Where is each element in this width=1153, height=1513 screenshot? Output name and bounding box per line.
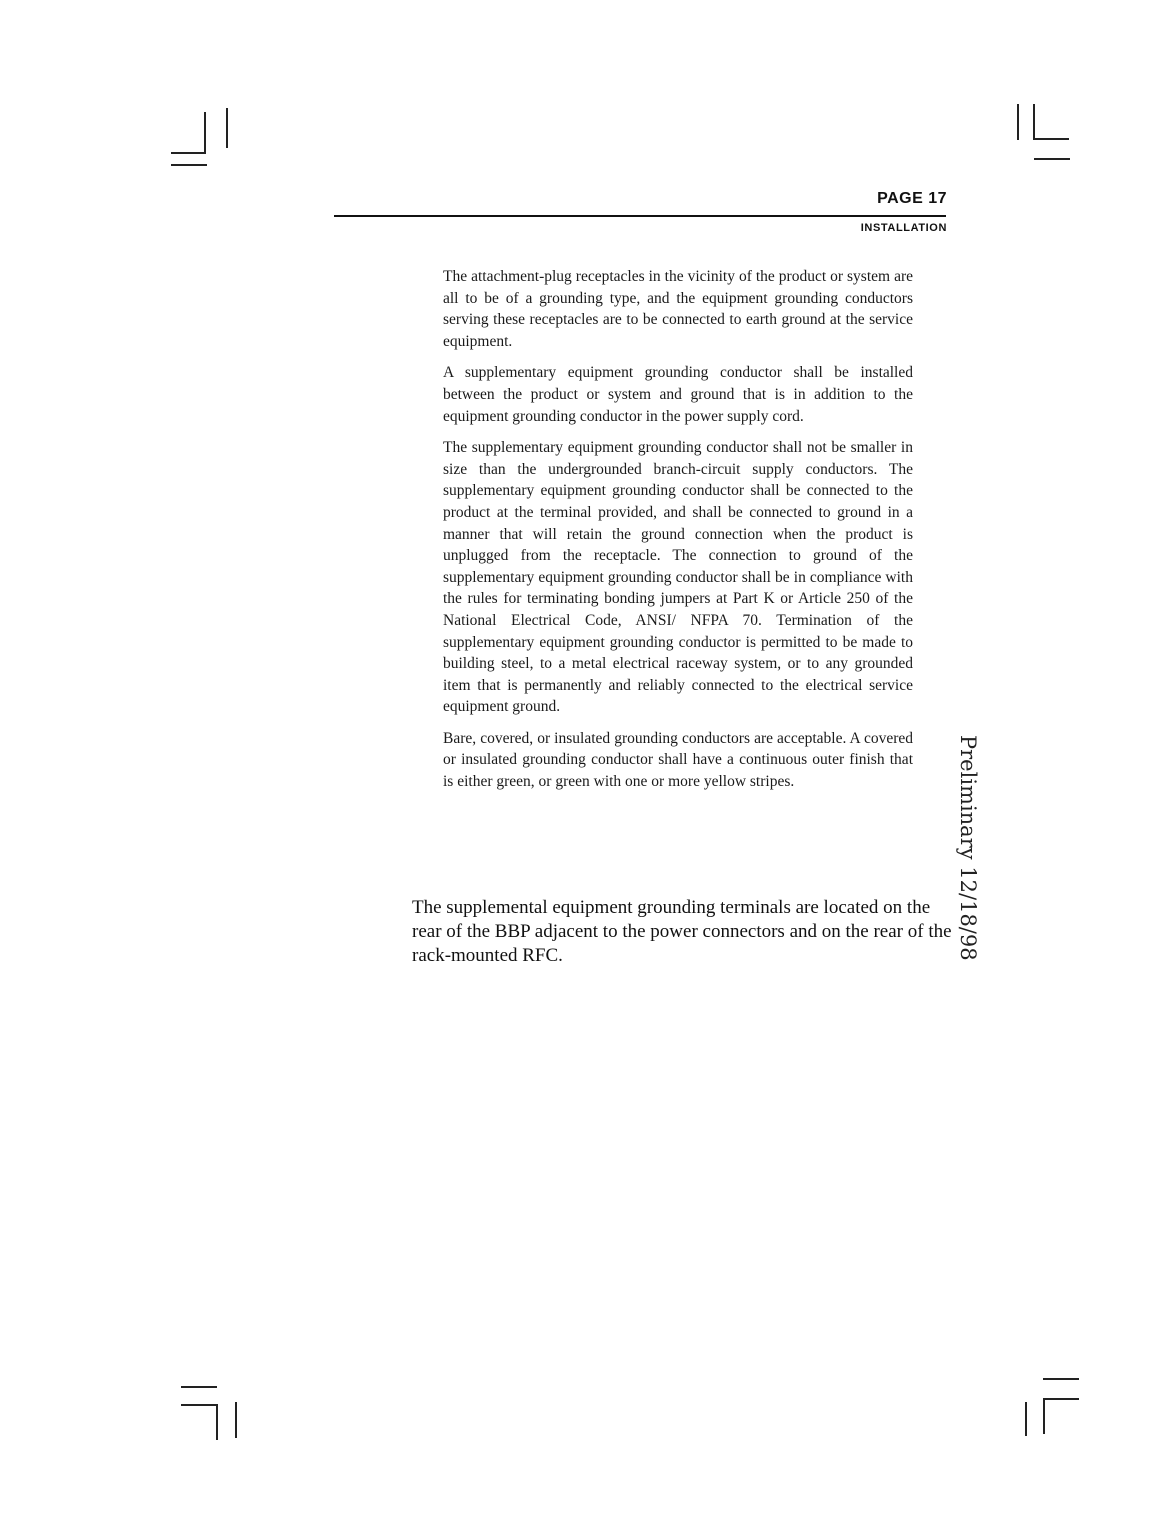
paragraph: Bare, covered, or insulated grounding conductors are acceptable. A covered or insulated grounding conductor shall have a continuous outer finish that is either green, or green with one or more yellow stripes.: [443, 729, 913, 791]
closing-paragraph: The supplemental equipment grounding terminals are located on the rear of the BBP adjacent to the power connectors and on the rear of the rack-mounted RFC.: [412, 897, 952, 966]
header-rule: [334, 215, 946, 217]
page-number: PAGE 17: [877, 190, 947, 207]
paragraph: The supplementary equipment grounding conductor shall not be smaller in size than the undergrounded branch-circuit supply conductors. The supplementary equipment grounding conductor shall be connected to the product at the terminal provided, and shall be connected to ground in a manner that will retain the ground connection when the product is unplugged from the receptacle. The connection to ground of the supplementary equipment grounding conductor shall be in compliance with the rules for terminating bonding jumpers at Part K or Article 250 of the National Electrical Code, ANSI/ NFPA 70. Termination of the supplementary equipment grounding conductor is permitted to be made to building steel, to a metal electrical raceway system, or to any grounded item that is permanently and reliably connected to the electrical service equipment ground.: [443, 439, 913, 716]
body-text: [443, 266, 913, 803]
paragraph: The attachment-plug receptacles in the vicinity of the product or system are all to be of a grounding type, and the equipment grounding conductors serving these receptacles are to be connected to earth ground at the service equipment.: [443, 268, 913, 350]
preliminary-stamp: Preliminary 12/18/98: [956, 735, 980, 961]
section-title: INSTALLATION: [860, 222, 947, 234]
paragraph: A supplementary equipment grounding conductor shall be installed between the product or system and ground that is in addition to the equipment grounding conductor in the power supply cord.: [443, 364, 913, 425]
